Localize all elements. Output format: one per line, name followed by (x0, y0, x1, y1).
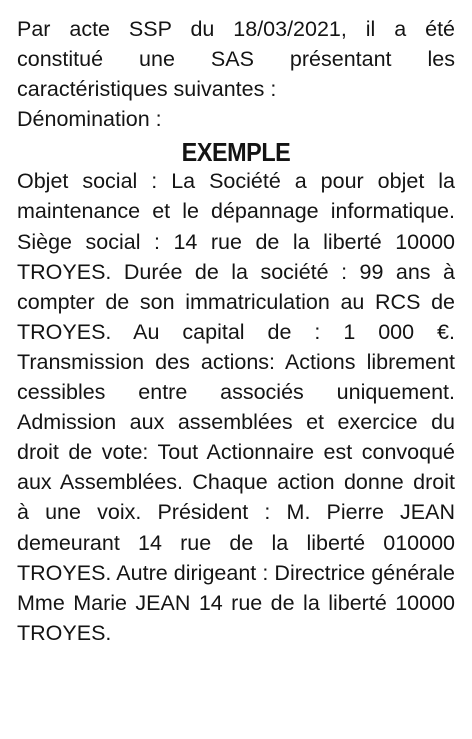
notice-body: Objet social : La Société a pour objet la maintenance et le dépannage informatique. Siège social : 14 rue de la liberté 10000 TROYES. Durée de la société : 99 ans à compter de son immatriculation au RCS de TROYES. Au capital de : 1 000 €. Transmission des actions: Actions librement cessibles entre associés uniquement. Admission aux assemblées et exercice du droit de vote: Tout Actionnaire est convoqué aux Assemblées. Chaque action donne droit à une voix. Président : M. Pierre JEAN demeurant 14 rue de la liberté 010000 TROYES. Autre dirigeant : Directrice générale Mme Marie JEAN 14 rue de la liberté 10000 TROYES. (17, 169, 455, 645)
denomination-label: Dénomination : (17, 107, 162, 132)
company-name: EXEMPLE (181, 137, 291, 168)
notice-intro: Par acte SSP du 18/03/2021, il a été constitué une SAS présentant les caractéristiques suivantes : (17, 17, 455, 102)
legal-notice (17, 14, 455, 648)
